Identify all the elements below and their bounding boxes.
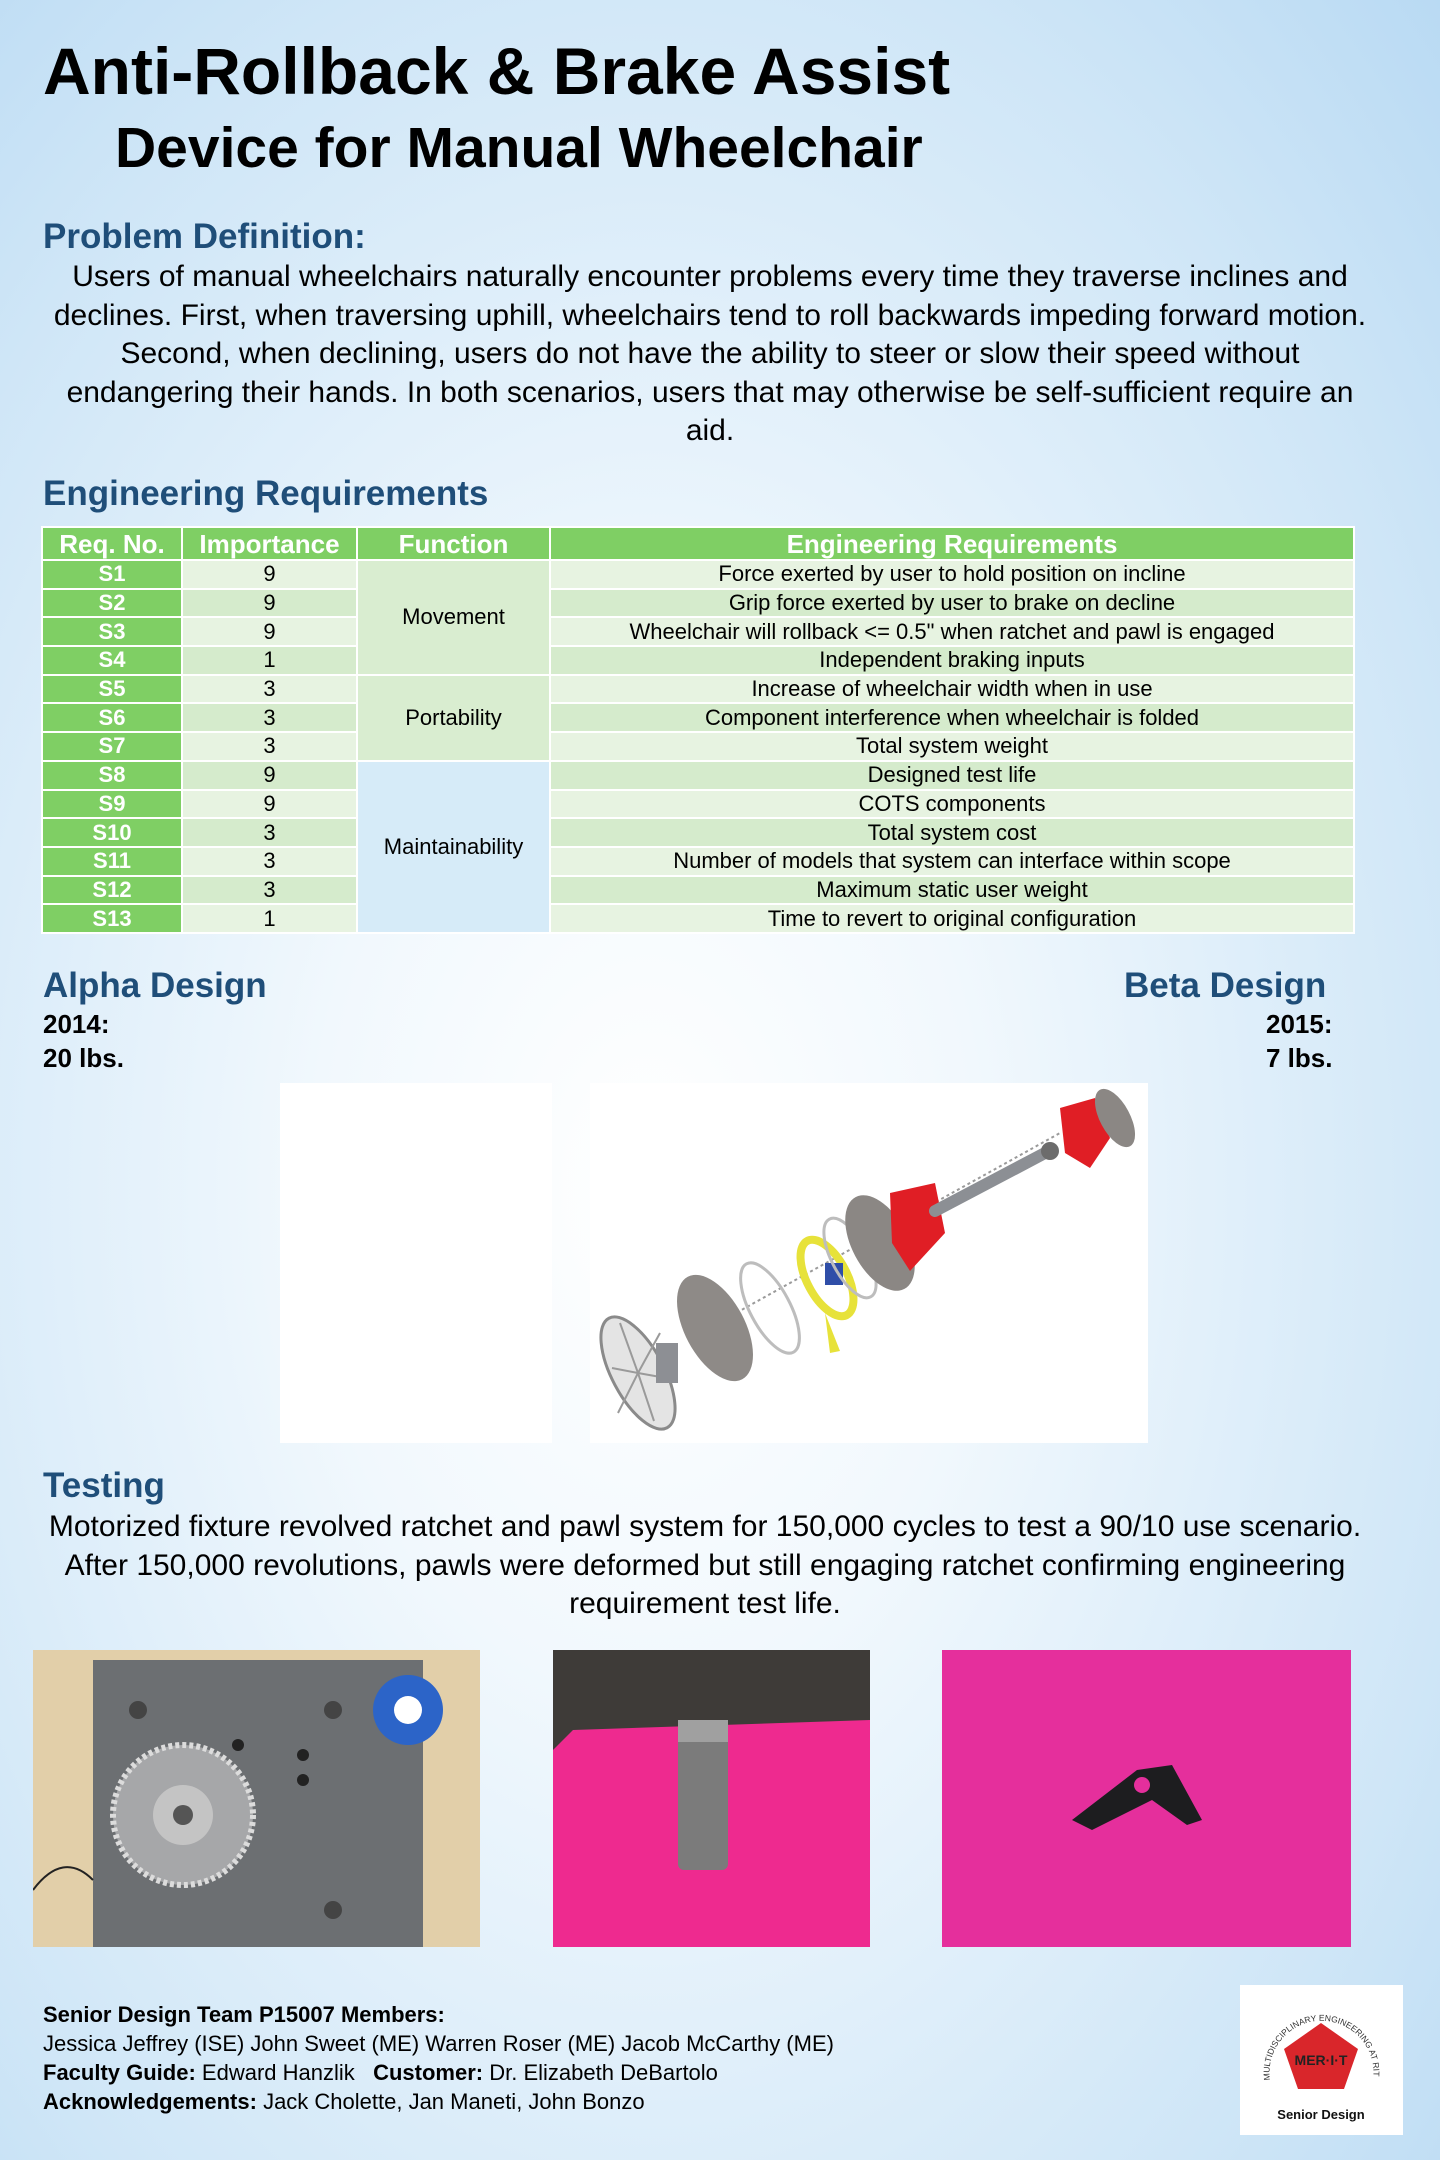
requirement-text: Maximum static user weight — [550, 876, 1354, 905]
beta-exploded-cad-image — [590, 1083, 1148, 1443]
team-members: Jessica Jeffrey (ISE) John Sweet (ME) Warren Roser (ME) Jacob McCarthy (ME) — [43, 2031, 834, 2056]
col-header-importance: Importance — [182, 527, 357, 560]
requirement-text: Grip force exerted by user to brake on decline — [550, 589, 1354, 618]
table-row — [42, 761, 1354, 790]
table-row — [42, 790, 1354, 819]
importance: 3 — [182, 876, 357, 905]
team-credits — [43, 2000, 834, 2116]
team-label: Senior Design Team P15007 Members: — [43, 2002, 445, 2027]
requirement-text: Designed test life — [550, 761, 1354, 790]
faculty-guide-label: Faculty Guide: — [43, 2060, 196, 2085]
table-row — [42, 904, 1354, 933]
acknowledgements-names: Jack Cholette, Jan Maneti, John Bonzo — [263, 2089, 645, 2114]
logo-arc-text: MULTIDISCIPLINARY ENGINEERING AT RIT — [1261, 2012, 1382, 2081]
req-no: S7 — [42, 732, 182, 761]
table-row — [42, 675, 1354, 704]
requirements-table — [41, 526, 1355, 934]
importance: 3 — [182, 703, 357, 732]
table-row — [42, 589, 1354, 618]
req-no: S10 — [42, 818, 182, 847]
col-header-function: Function — [357, 527, 550, 560]
requirement-text: Wheelchair will rollback <= 0.5" when ratchet and pawl is engaged — [550, 617, 1354, 646]
req-no: S5 — [42, 675, 182, 704]
table-row — [42, 847, 1354, 876]
faculty-guide-name: Edward Hanzlik — [201, 2060, 355, 2085]
problem-heading: Problem Definition: — [43, 217, 366, 256]
test-fixture-photo — [33, 1650, 480, 1947]
table-row — [42, 876, 1354, 905]
importance: 9 — [182, 560, 357, 589]
logo-name: MER·I·T — [1294, 2052, 1348, 2068]
requirement-text: Force exerted by user to hold position on incline — [550, 560, 1354, 589]
beta-year: 2015: — [1266, 1009, 1333, 1039]
requirement-text: Total system weight — [550, 732, 1354, 761]
table-row — [42, 560, 1354, 589]
importance: 3 — [182, 732, 357, 761]
table-row — [42, 703, 1354, 732]
table-row — [42, 617, 1354, 646]
requirement-text: COTS components — [550, 790, 1354, 819]
table-row — [42, 818, 1354, 847]
poster-title-line2: Device for Manual Wheelchair — [115, 116, 923, 180]
col-header-req-no: Req. No. — [42, 527, 182, 560]
req-no: S11 — [42, 847, 182, 876]
alpha-year: 2014: — [43, 1009, 110, 1039]
requirement-text: Number of models that system can interface within scope — [550, 847, 1354, 876]
importance: 3 — [182, 675, 357, 704]
req-no: S3 — [42, 617, 182, 646]
req-no: S9 — [42, 790, 182, 819]
table-header-row — [42, 527, 1354, 560]
requirements-heading: Engineering Requirements — [43, 474, 489, 513]
alpha-weight: 20 lbs. — [43, 1043, 124, 1073]
col-header-engineering-requirements: Engineering Requirements — [550, 527, 1354, 560]
beta-heading: Beta Design — [1124, 966, 1327, 1005]
requirement-text: Independent braking inputs — [550, 646, 1354, 675]
importance: 9 — [182, 617, 357, 646]
pawl-part-photo — [942, 1650, 1351, 1947]
importance: 3 — [182, 847, 357, 876]
table-row — [42, 732, 1354, 761]
req-no: S8 — [42, 761, 182, 790]
deformed-pawl-photo — [553, 1650, 870, 1947]
importance: 9 — [182, 761, 357, 790]
importance: 9 — [182, 589, 357, 618]
importance: 3 — [182, 818, 357, 847]
poster-title-line1: Anti-Rollback & Brake Assist — [43, 34, 951, 108]
requirement-text: Component interference when wheelchair is folded — [550, 703, 1354, 732]
requirement-text: Time to revert to original configuration — [550, 904, 1354, 933]
req-no: S4 — [42, 646, 182, 675]
customer-name: Dr. Elizabeth DeBartolo — [489, 2060, 718, 2085]
customer-label: Customer: — [373, 2060, 484, 2085]
importance: 1 — [182, 646, 357, 675]
testing-heading: Testing — [43, 1466, 165, 1505]
req-no: S13 — [42, 904, 182, 933]
logo-caption: Senior Design — [1277, 2107, 1365, 2122]
req-no: S1 — [42, 560, 182, 589]
function-portability: Portability — [357, 675, 550, 761]
merit-logo — [1240, 1985, 1403, 2135]
alpha-design-image — [280, 1083, 552, 1443]
problem-text: Users of manual wheelchairs naturally encounter problems every time they traverse inclines and declines. First, when traversing uphill, wheelchairs tend to roll backwards impeding forward motion. Second, when declining, users do not have the ability to steer or slow their speed without endangering their hands. In both scenarios, users that may otherwise be self-sufficient require an aid. — [53, 260, 1367, 447]
table-row — [42, 646, 1354, 675]
function-maintainability: Maintainability — [357, 761, 550, 933]
beta-weight: 7 lbs. — [1266, 1043, 1333, 1073]
req-no: S12 — [42, 876, 182, 905]
requirement-text: Total system cost — [550, 818, 1354, 847]
requirement-text: Increase of wheelchair width when in use — [550, 675, 1354, 704]
req-no: S2 — [42, 589, 182, 618]
alpha-heading: Alpha Design — [43, 966, 267, 1005]
req-no: S6 — [42, 703, 182, 732]
testing-text: Motorized fixture revolved ratchet and pawl system for 150,000 cycles to test a 90/10 use scenario. After 150,000 revolutions, pawls were deformed but still engaging ratchet confirming engineering requirement test life. — [48, 1510, 1362, 1620]
importance: 1 — [182, 904, 357, 933]
importance: 9 — [182, 790, 357, 819]
function-movement: Movement — [357, 560, 550, 675]
acknowledgements-label: Acknowledgements: — [43, 2089, 257, 2114]
